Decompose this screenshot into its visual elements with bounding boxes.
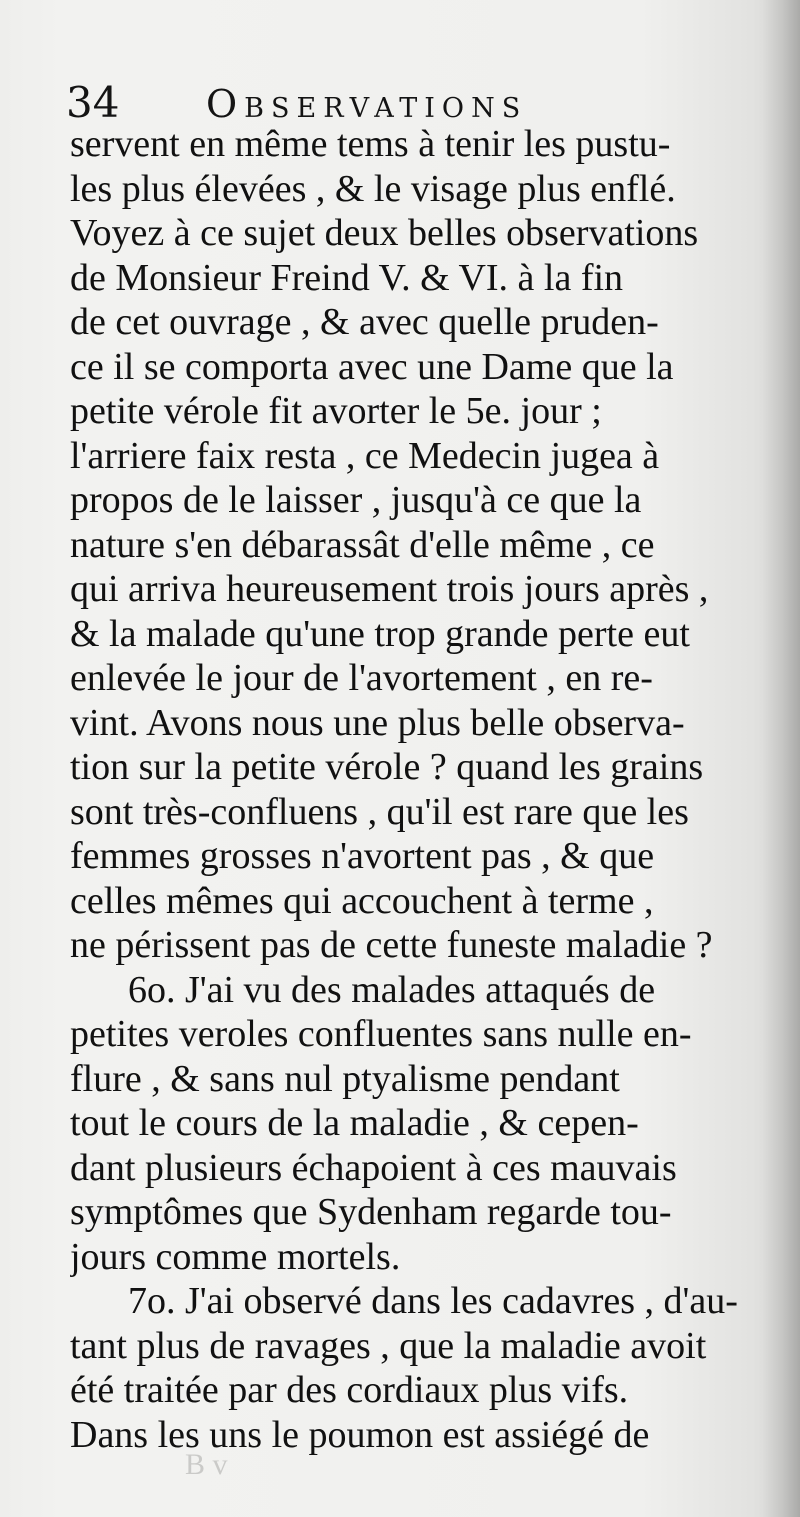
paragraph-start-line: 7o. J'ai observé dans les cadavres , d'au- bbox=[128, 1280, 738, 1322]
running-head: Observations bbox=[206, 82, 528, 126]
text-line: l'arriere faix resta , ce Medecin jugea à bbox=[70, 434, 660, 477]
text-line: petites veroles confluentes sans nulle en- bbox=[70, 1013, 692, 1055]
text-line: propos de le laisser , jusqu'à ce que la bbox=[70, 479, 642, 521]
text-line: ne périssent pas de cette funeste maladie ? bbox=[70, 924, 713, 966]
text-line: dant plusieurs échapoient à ces mauvais bbox=[70, 1146, 677, 1189]
text-line: flure , & sans nul ptyalisme pendant bbox=[70, 1057, 620, 1100]
paragraph-start-line: 6o. J'ai vu des malades attaqués de bbox=[128, 968, 656, 1011]
text-line: qui arriva heureusement trois jours après , bbox=[70, 568, 709, 610]
text-line: celles mêmes qui accouchent à terme , bbox=[70, 879, 654, 922]
body-text bbox=[70, 122, 770, 1457]
text-line: enlevée le jour de l'avortement , en re- bbox=[70, 657, 653, 699]
text-line: tant plus de ravages , que la maladie avoit bbox=[70, 1324, 707, 1367]
text-line: servent en même tems à tenir les pustu- bbox=[70, 123, 671, 165]
text-line: ce il se comporta avec une Dame que la bbox=[70, 345, 674, 388]
page-number: 34 bbox=[66, 78, 120, 127]
text-line: petite vérole fit avorter le 5e. jour ; bbox=[70, 390, 602, 432]
text-line: de cet ouvrage , & avec quelle pruden- bbox=[70, 301, 659, 343]
text-line: les plus élevées , & le visage plus enflé. bbox=[70, 167, 676, 210]
text-line: vint. Avons nous une plus belle observa- bbox=[70, 701, 685, 744]
text-line: été traitée par des cordiaux plus vifs. bbox=[70, 1369, 629, 1411]
text-line: tion sur la petite vérole ? quand les grains bbox=[70, 746, 704, 788]
text-line: & la malade qu'une trop grande perte eut bbox=[70, 612, 690, 655]
text-line: jours comme mortels. bbox=[70, 1235, 401, 1278]
text-line: de Monsieur Freind V. & VI. à la fin bbox=[70, 256, 624, 299]
bleed-through-text: B v bbox=[185, 1448, 228, 1481]
text-line: Dans les uns le poumon est assiégé de bbox=[70, 1413, 650, 1456]
text-line: femmes grosses n'avortent pas , & que bbox=[70, 835, 655, 877]
text-line: symptômes que Sydenham regarde tou- bbox=[70, 1191, 672, 1233]
text-line: sont très-confluens , qu'il est rare que les bbox=[70, 790, 689, 833]
text-line: nature s'en débarassât d'elle même , ce bbox=[70, 523, 655, 566]
text-line: Voyez à ce sujet deux belles observations bbox=[70, 212, 699, 254]
text-line: tout le cours de la maladie , & cepen- bbox=[70, 1102, 639, 1144]
